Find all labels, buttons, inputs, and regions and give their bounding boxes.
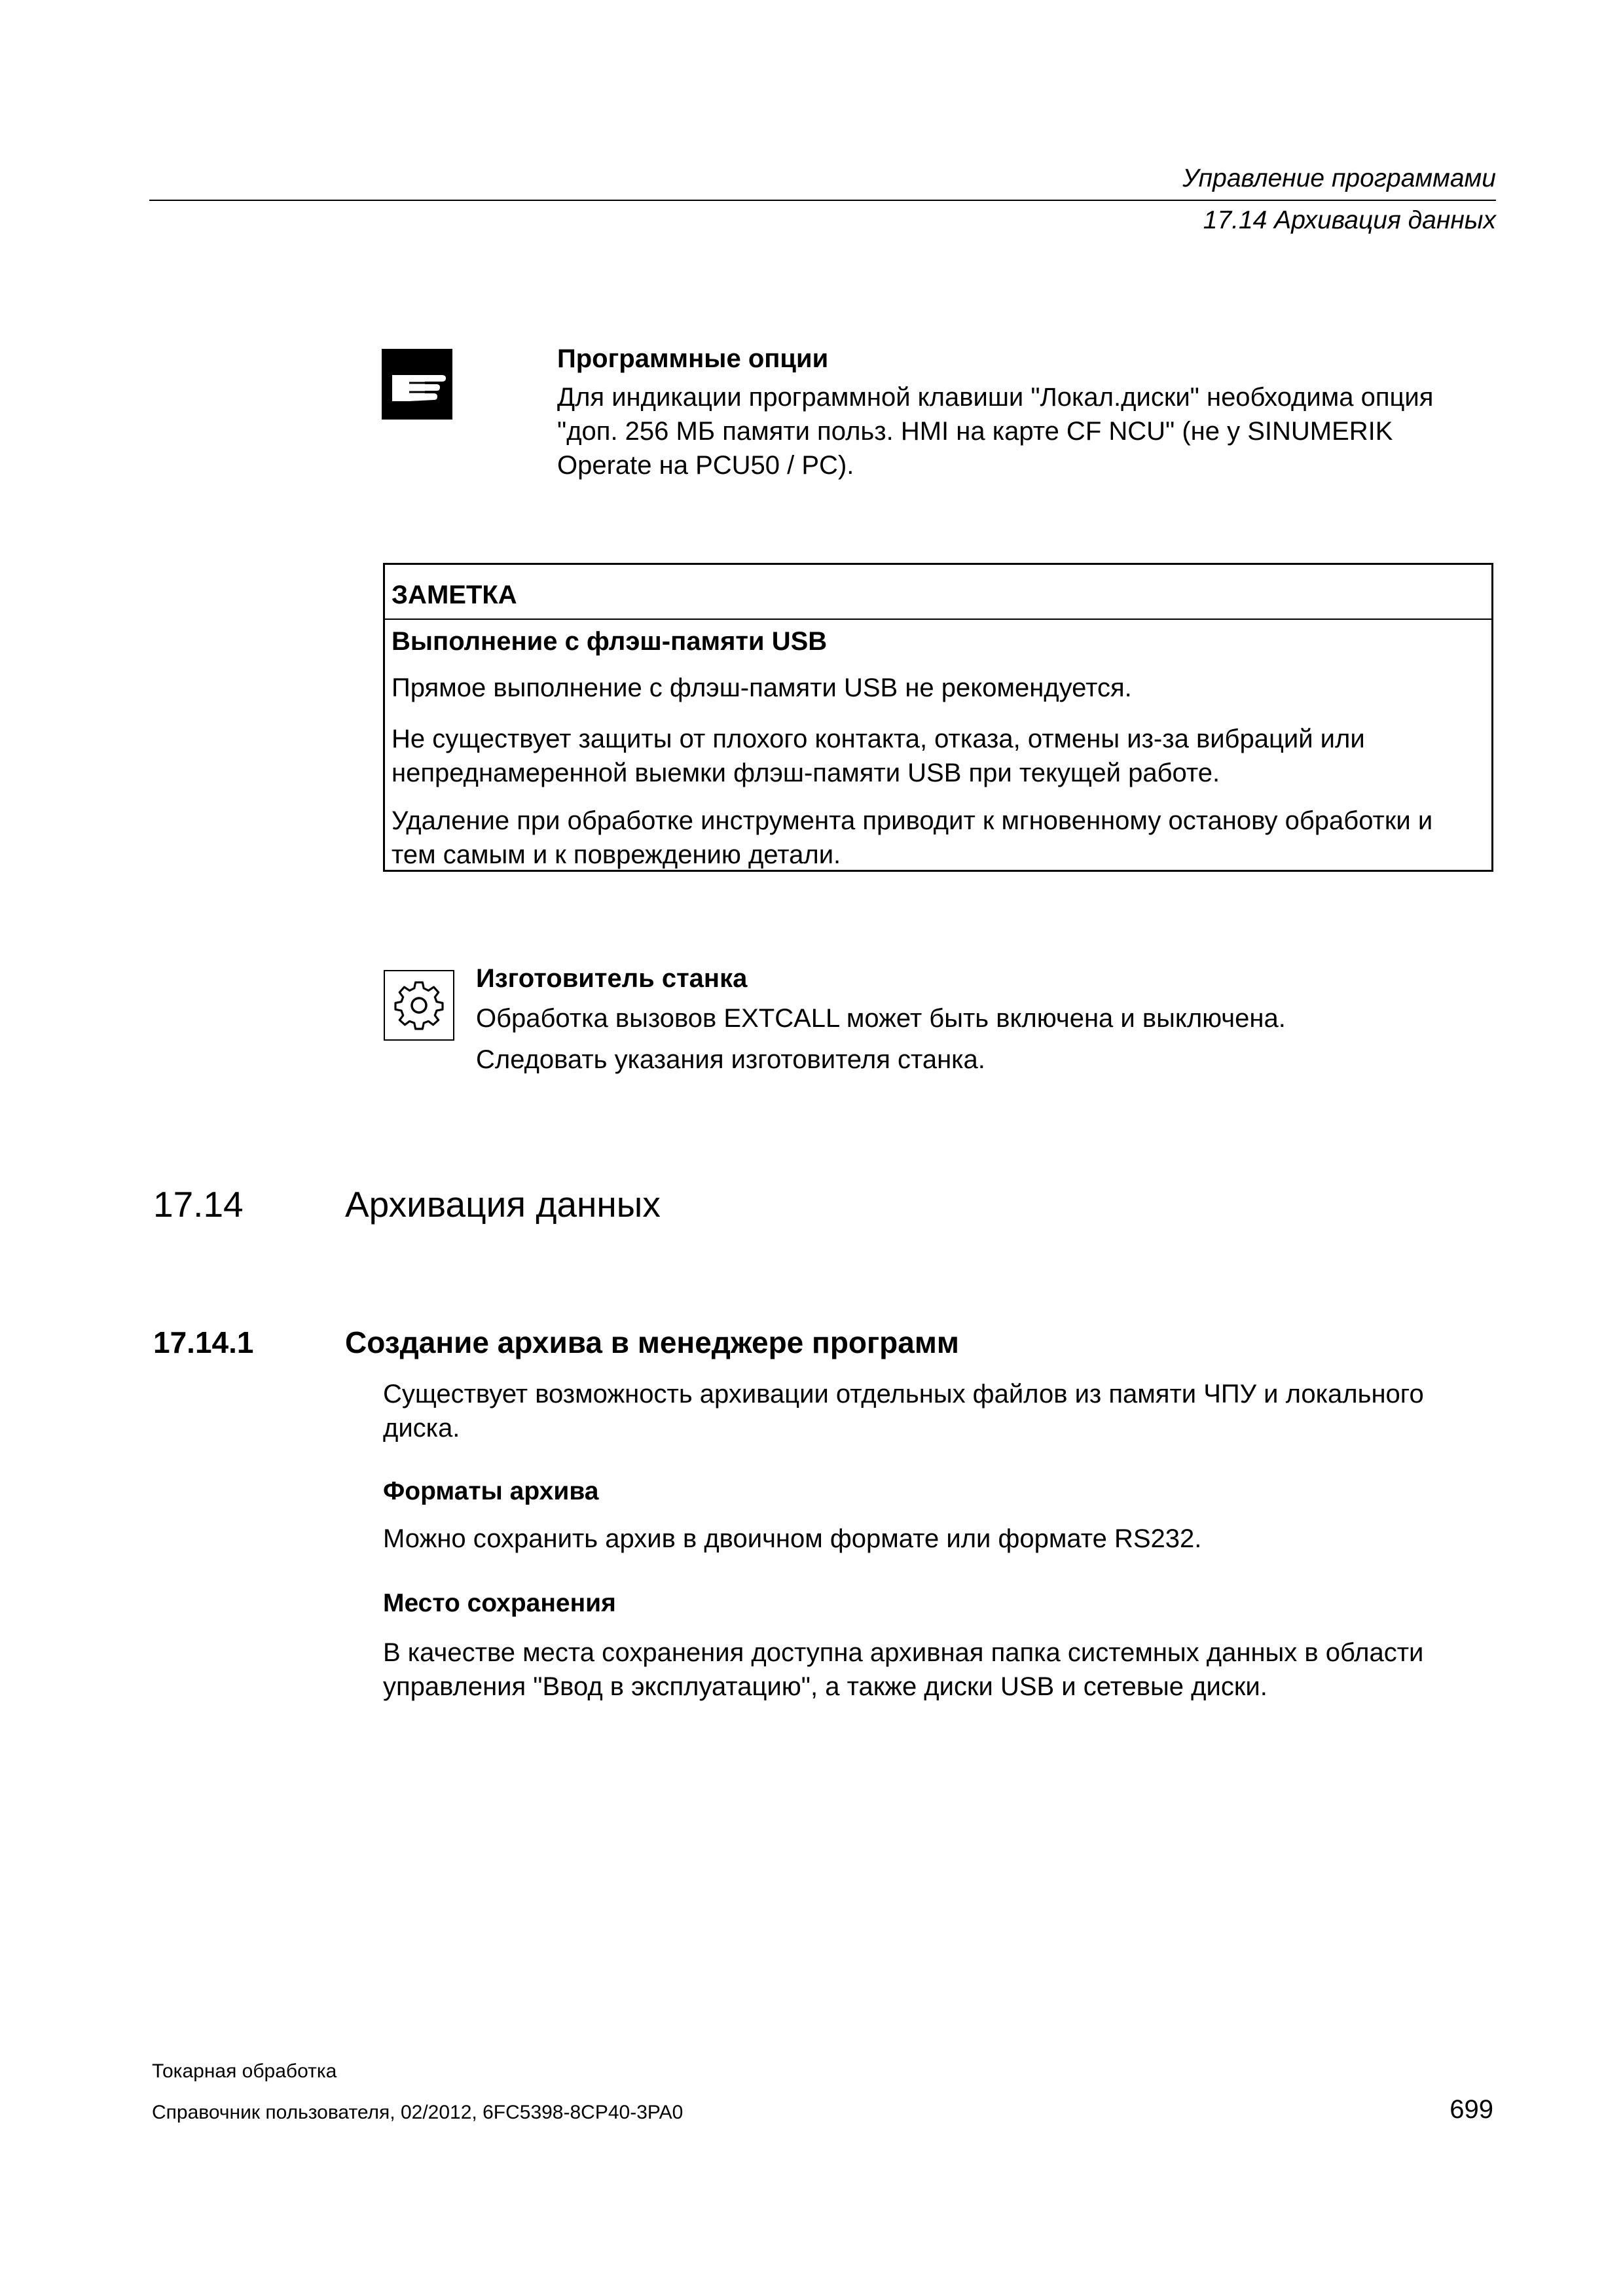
software-option-line: Для индикации программной клавиши "Локал.диски" необходима опция <box>557 383 1434 412</box>
location-line: В качестве места сохранения доступна архивная папка системных данных в области <box>383 1638 1424 1667</box>
location-line: управления "Ввод в эксплуатацию", а также диски USB и сетевые диски. <box>383 1672 1267 1701</box>
machine-manufacturer-text: Следовать указания изготовителя станка. <box>476 1045 985 1074</box>
location-heading: Место сохранения <box>383 1589 616 1617</box>
software-option-title: Программные опции <box>557 344 829 373</box>
formats-text: Можно сохранить архив в двоичном формате или формате RS232. <box>383 1524 1202 1553</box>
software-option-line: Operate на PCU50 / PC). <box>557 451 854 480</box>
subsection-number: 17.14.1 <box>153 1325 254 1359</box>
footer-book-title: Токарная обработка <box>152 2060 337 2082</box>
gear-icon <box>384 970 454 1041</box>
note-label: ЗАМЕТКА <box>392 581 517 609</box>
section-number: 17.14 <box>153 1184 244 1225</box>
note-separator <box>385 619 1491 620</box>
machine-manufacturer-text: Обработка вызовов EXTCALL может быть включена и выключена. <box>476 1004 1286 1033</box>
note-title: Выполнение с флэш-памяти USB <box>392 627 828 656</box>
subsection-title: Создание архива в менеджере программ <box>345 1325 959 1359</box>
note-paragraph: Прямое выполнение с флэш-памяти USB не рекомендуется. <box>392 673 1132 702</box>
page-number: 699 <box>1450 2095 1493 2124</box>
note-paragraph-line: Удаление при обработке инструмента приводит к мгновенному останову обработки и <box>392 806 1433 835</box>
machine-manufacturer-title: Изготовитель станка <box>476 964 748 993</box>
header-rule <box>149 200 1496 201</box>
formats-heading: Форматы архива <box>383 1477 599 1505</box>
intro-line: Существует возможность архивации отдельных файлов из памяти ЧПУ и локального <box>383 1380 1424 1408</box>
software-option-line: "доп. 256 МБ памяти польз. HMI на карте CF NCU" (не у SINUMERIK <box>557 417 1393 446</box>
intro-line: диска. <box>383 1414 460 1443</box>
section-title: Архивация данных <box>345 1184 661 1225</box>
note-paragraph-line: тем самым и к повреждению детали. <box>392 840 841 869</box>
note-paragraph-line: Не существует защиты от плохого контакта, отказа, отмены из-за вибраций или <box>392 725 1365 753</box>
note-paragraph-line: непреднамеренной выемки флэш-памяти USB при текущей работе. <box>392 759 1220 787</box>
pointing-hand-icon <box>382 349 452 420</box>
footer-manual-info: Справочник пользователя, 02/2012, 6FC5398-8CP40-3PA0 <box>152 2102 684 2123</box>
running-header-chapter: Управление программами <box>1182 164 1496 192</box>
running-header-section: 17.14 Архивация данных <box>1203 206 1496 234</box>
